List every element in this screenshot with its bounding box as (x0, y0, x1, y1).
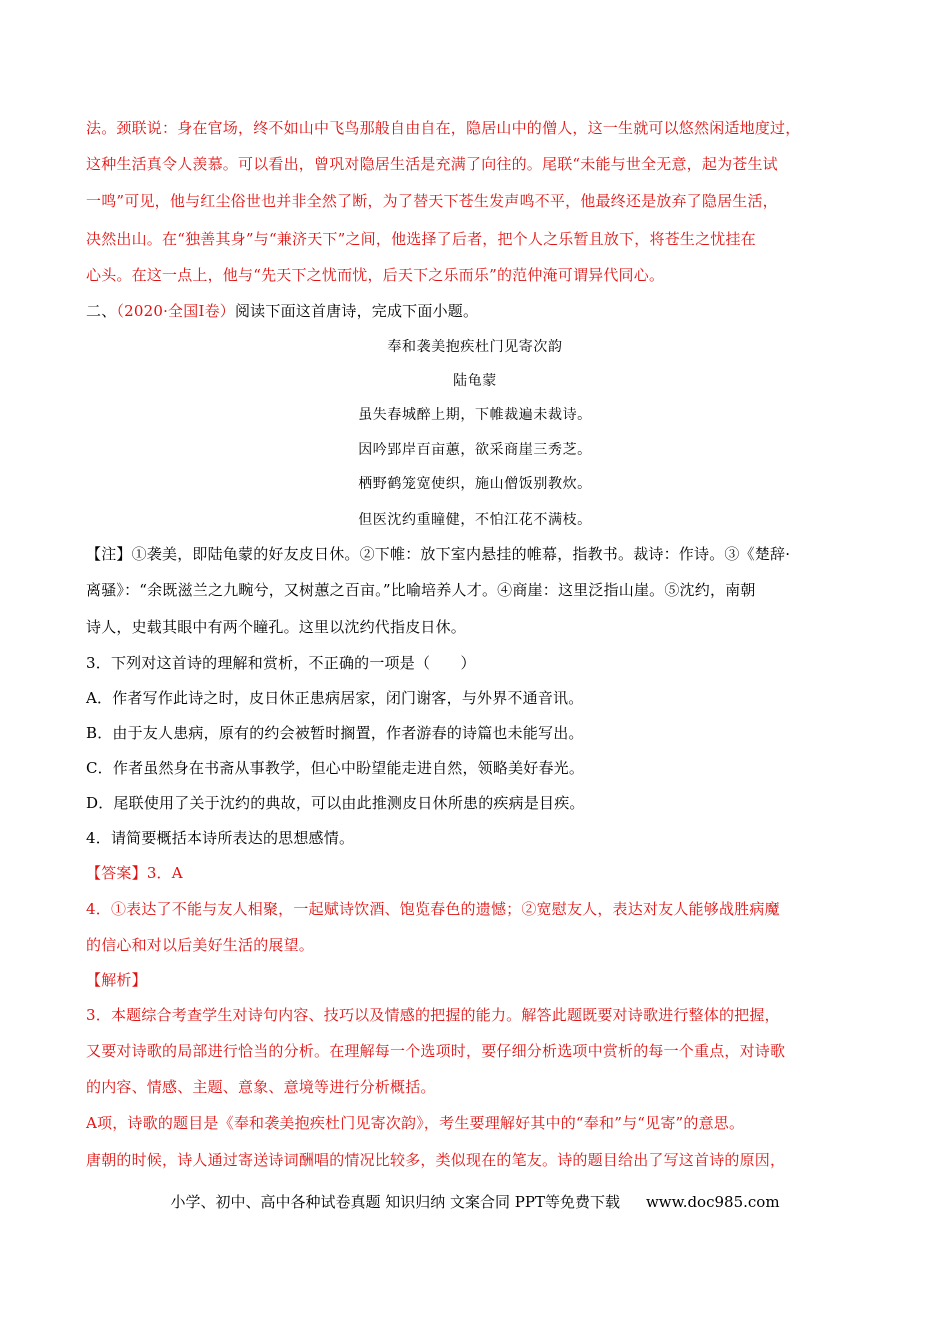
answer-q4-line-1: 4．①表达了不能与友人相聚，一起赋诗饮酒、饱览春色的遗憾；②宽慰友人，表达对友人能够战胜病魔 (86, 900, 780, 918)
answer-label: 【答案】 (86, 864, 147, 882)
note-line-2: 离骚》：“余既滋兰之九畹兮，又树蕙之百亩。”比喻培养人才。④商崖：这里泛指山崖。⑤沈约，南朝 (86, 581, 756, 599)
analysis-top-line-4: 决然出山。在“独善其身”与“兼济天下”之间，他选择了后者，把个人之乐暂且放下，将苍生之忧挂在 (86, 230, 756, 248)
answer-q4-line-2: 的信心和对以后美好生活的展望。 (86, 936, 315, 954)
poem-author: 陆龟蒙 (453, 373, 497, 389)
question-4-stem: 4．请简要概括本诗所表达的思想感情。 (86, 829, 355, 847)
analysis-label: 【解析】 (86, 971, 147, 989)
analysis-line-5: 唐朝的时候，诗人通过寄送诗词酬唱的情况比较多，类似现在的笔友。诗的题目给出了写这首诗的原因， (86, 1151, 786, 1169)
answer-heading (86, 863, 876, 883)
note-line-3: 诗人，史载其眼中有两个瞳孔。这里以沈约代指皮日休。 (86, 618, 467, 636)
answer-q3: 3．A (146, 864, 183, 882)
analysis-line-1: 3．本题综合考查学生对诗句内容、技巧以及情感的把握的能力。解答此题既要对诗歌进行整体的把握， (86, 1006, 780, 1024)
page-footer (0, 1192, 950, 1212)
poem-line-1: 虽失春城醉上期，下帷裁遍未裁诗。 (358, 407, 592, 423)
question-3-option-d: D．尾联使用了关于沈约的典故，可以由此推测皮日休所患的疾病是目疾。 (86, 794, 585, 812)
analysis-line-3: 的内容、情感、主题、意象、意境等进行分析概括。 (86, 1078, 436, 1096)
analysis-top-line-2: 这种生活真令人羡慕。可以看出，曾巩对隐居生活是充满了向往的。尾联“未能与世全无意，起为苍生试 (86, 155, 778, 173)
question-3-option-c: C．作者虽然身在书斋从事教学，但心中盼望能走进自然，领略美好春光。 (86, 759, 585, 777)
question-3-option-a: A．作者写作此诗之时，皮日休正患病居家，闭门谢客，与外界不通音讯。 (86, 689, 584, 707)
analysis-top-line-5: 心头。在这一点上，他与“先天下之忧而忧，后天下之乐而乐”的范仲淹可谓异代同心。 (86, 266, 665, 284)
section-number: 二、 (86, 302, 117, 320)
analysis-line-2: 又要对诗歌的局部进行恰当的分析。在理解每一个选项时，要仔细分析选项中赏析的每一个重点，对诗歌 (86, 1042, 786, 1060)
poem-line-4: 但医沈约重瞳健，不怕江花不满枝。 (358, 512, 592, 528)
poem-title: 奉和袭美抱疾杜门见寄次韵 (387, 339, 563, 355)
question-3-stem: 3．下列对这首诗的理解和赏析，不正确的一项是（ ） (86, 654, 476, 672)
question-3-option-b: B．由于友人患病，原有的约会被暂时搁置，作者游春的诗篇也未能写出。 (86, 724, 584, 742)
poem-line-2: 因吟郢岸百亩蕙，欲采商崖三秀芝。 (358, 442, 592, 458)
analysis-line-4: A项，诗歌的题目是《奉和袭美抱疾杜门见寄次韵》，考生要理解好其中的“奉和”与“见寄”的意思。 (86, 1114, 745, 1132)
analysis-top-line-1: 法。颈联说：身在官场，终不如山中飞鸟那般自由自在，隐居山中的僧人，这一生就可以悠然闲适地度过， (86, 119, 801, 137)
section-instruction: 阅读下面这首唐诗，完成下面小题。 (234, 302, 479, 320)
note-line-1: 【注】①袭美，即陆龟蒙的好友皮日休。②下帷：放下室内悬挂的帷幕，指教书。裁诗：作诗。③《楚辞· (86, 545, 791, 563)
section-heading (86, 301, 876, 321)
section-source: （2020·全国Ⅰ卷） (116, 302, 235, 320)
footer-url: www.doc985.com (645, 1193, 780, 1211)
analysis-top-line-3: 一鸣”可见，他与红尘俗世也并非全然了断，为了替天下苍生发声鸣不平，他最终还是放弃了隐居生活， (86, 192, 778, 210)
footer-text: 小学、初中、高中各种试卷真题 知识归纳 文案合同 PPT等免费下载 (170, 1193, 620, 1211)
poem-line-3: 栖野鹤笼宽使织，施山僧饭别教炊。 (358, 476, 592, 492)
